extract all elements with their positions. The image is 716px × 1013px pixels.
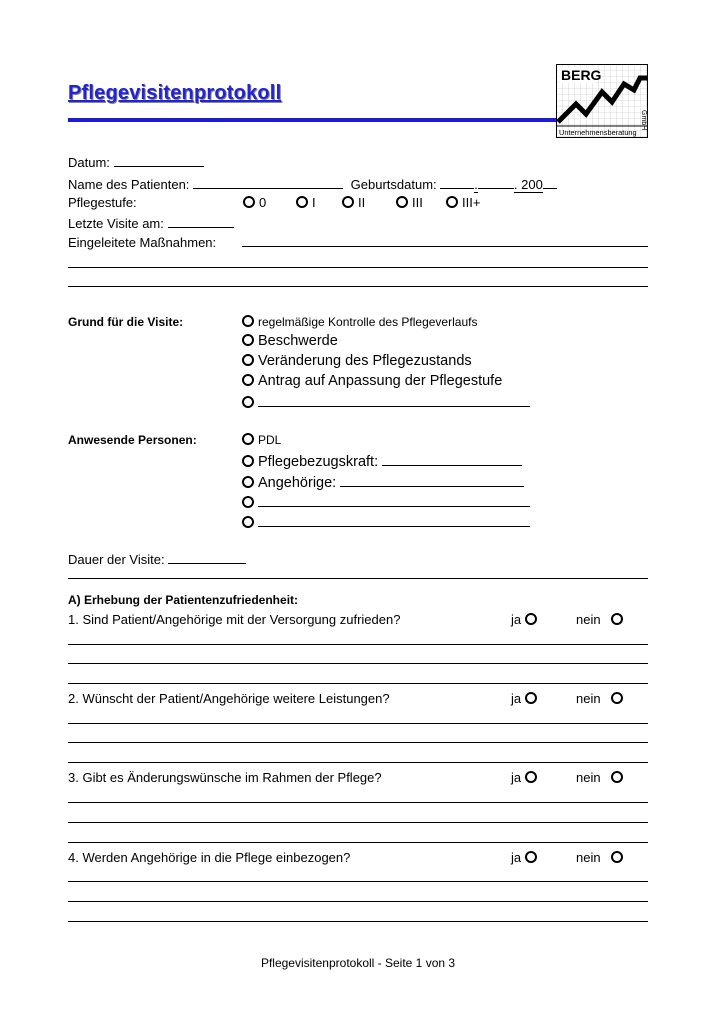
care-level-3[interactable]: III xyxy=(396,195,423,210)
radio-circle-icon[interactable] xyxy=(242,433,254,445)
attendee-option-other-2[interactable] xyxy=(242,514,530,531)
answer-line[interactable] xyxy=(68,842,648,843)
attendee-other-field-2[interactable] xyxy=(258,514,530,527)
radio-circle-icon[interactable] xyxy=(242,496,254,508)
measures-line-3[interactable] xyxy=(68,286,648,287)
reason-option-application[interactable]: Antrag auf Anpassung der Pflegestufe xyxy=(242,373,502,389)
answer-line[interactable] xyxy=(68,644,648,645)
radio-circle-icon[interactable] xyxy=(611,851,623,863)
radio-circle-icon[interactable] xyxy=(446,196,458,208)
relatives-field[interactable] xyxy=(340,474,524,487)
last-visit-row xyxy=(68,215,234,231)
question-1-yes[interactable]: ja xyxy=(511,612,541,627)
date-label: Datum: xyxy=(68,155,110,170)
measures-field[interactable] xyxy=(242,246,648,247)
radio-circle-icon[interactable] xyxy=(242,455,254,467)
birthdate-label: Geburtsdatum: xyxy=(350,177,437,192)
reason-other-field[interactable] xyxy=(258,394,530,407)
care-level-3plus[interactable]: III+ xyxy=(446,195,480,210)
patient-row xyxy=(68,176,557,192)
patient-name-field[interactable] xyxy=(193,176,343,189)
radio-circle-icon[interactable] xyxy=(525,613,537,625)
birthdate-sep-2: . 200 xyxy=(513,177,543,192)
radio-circle-icon[interactable] xyxy=(242,334,254,346)
radio-circle-icon[interactable] xyxy=(242,476,254,488)
answer-line[interactable] xyxy=(68,663,648,664)
reason-option-complaint[interactable]: Beschwerde xyxy=(242,333,338,349)
radio-circle-icon[interactable] xyxy=(296,196,308,208)
radio-circle-icon[interactable] xyxy=(396,196,408,208)
question-1-no[interactable]: nein xyxy=(576,612,627,627)
date-field[interactable] xyxy=(114,154,204,167)
duration-row xyxy=(68,551,246,567)
question-2-yes[interactable]: ja xyxy=(511,691,541,706)
radio-circle-icon[interactable] xyxy=(242,374,254,386)
answer-line[interactable] xyxy=(68,901,648,902)
question-2-no[interactable]: nein xyxy=(576,691,627,706)
patient-name-label: Name des Patienten: xyxy=(68,177,190,192)
radio-circle-icon[interactable] xyxy=(243,196,255,208)
radio-circle-icon[interactable] xyxy=(525,692,537,704)
attendee-option-other-1[interactable] xyxy=(242,494,530,511)
radio-circle-icon[interactable] xyxy=(242,315,254,327)
reason-option-other[interactable] xyxy=(242,394,530,411)
reason-option-change[interactable]: Veränderung des Pflegezustands xyxy=(242,353,472,369)
radio-circle-icon[interactable] xyxy=(342,196,354,208)
radio-circle-icon[interactable] xyxy=(611,692,623,704)
radio-circle-icon[interactable] xyxy=(242,516,254,528)
answer-line[interactable] xyxy=(68,742,648,743)
reason-option-regular[interactable]: regelmäßige Kontrolle des Pflegeverlaufs xyxy=(242,315,477,329)
attendee-option-pdl[interactable]: PDL xyxy=(242,433,281,447)
logo-suffix: GmbH xyxy=(640,110,647,131)
attendee-option-care-person[interactable]: Pflegebezugskraft: xyxy=(242,453,522,470)
answer-line[interactable] xyxy=(68,921,648,922)
document-title: Pflegevisitenprotokoll xyxy=(68,82,282,104)
care-level-2[interactable]: II xyxy=(342,195,365,210)
care-person-field[interactable] xyxy=(382,453,522,466)
duration-field[interactable] xyxy=(168,551,246,564)
question-4: 4. Werden Angehörige in die Pflege einbezogen? xyxy=(68,850,351,865)
measures-line-2[interactable] xyxy=(68,267,648,268)
question-3: 3. Gibt es Änderungswünsche im Rahmen der Pflege? xyxy=(68,770,382,785)
berg-logo xyxy=(556,64,648,138)
logo-brand: BERG xyxy=(561,67,602,83)
radio-circle-icon[interactable] xyxy=(611,771,623,783)
radio-circle-icon[interactable] xyxy=(525,771,537,783)
measures-label: Eingeleitete Maßnahmen: xyxy=(68,235,217,250)
date-row xyxy=(68,154,204,170)
care-level-label: Pflegestufe: xyxy=(68,195,137,210)
logo-tagline: Unternehmensberatung xyxy=(559,128,637,137)
attendees-label: Anwesende Personen: xyxy=(68,433,197,447)
care-level-1[interactable]: I xyxy=(296,195,316,210)
birthdate-year-field[interactable] xyxy=(543,176,557,189)
radio-circle-icon[interactable] xyxy=(611,613,623,625)
answer-line[interactable] xyxy=(68,762,648,763)
radio-circle-icon[interactable] xyxy=(525,851,537,863)
attendee-other-field-1[interactable] xyxy=(258,494,530,507)
title-rule xyxy=(68,118,556,122)
birthdate-month-field[interactable] xyxy=(478,176,514,189)
care-level-0[interactable]: 0 xyxy=(243,195,266,210)
section-divider xyxy=(68,578,648,579)
question-1: 1. Sind Patient/Angehörige mit der Versorgung zufrieden? xyxy=(68,612,401,627)
question-4-no[interactable]: nein xyxy=(576,850,627,865)
answer-line[interactable] xyxy=(68,822,648,823)
question-3-no[interactable]: nein xyxy=(576,770,627,785)
duration-label: Dauer der Visite: xyxy=(68,552,165,567)
radio-circle-icon[interactable] xyxy=(242,396,254,408)
birthdate-sep-1: . xyxy=(474,177,478,192)
question-4-yes[interactable]: ja xyxy=(511,850,541,865)
last-visit-field[interactable] xyxy=(168,215,234,228)
answer-line[interactable] xyxy=(68,802,648,803)
answer-line[interactable] xyxy=(68,723,648,724)
page-footer: Pflegevisitenprotokoll - Seite 1 von 3 xyxy=(260,956,456,970)
answer-line[interactable] xyxy=(68,683,648,684)
section-a-title: A) Erhebung der Patientenzufriedenheit: xyxy=(68,593,299,607)
question-3-yes[interactable]: ja xyxy=(511,770,541,785)
reason-label: Grund für die Visite: xyxy=(68,315,184,329)
birthdate-day-field[interactable] xyxy=(440,176,474,189)
radio-circle-icon[interactable] xyxy=(242,354,254,366)
last-visit-label: Letzte Visite am: xyxy=(68,216,164,231)
answer-line[interactable] xyxy=(68,881,648,882)
question-2: 2. Wünscht der Patient/Angehörige weitere Leistungen? xyxy=(68,691,390,706)
attendee-option-relatives[interactable]: Angehörige: xyxy=(242,474,524,491)
